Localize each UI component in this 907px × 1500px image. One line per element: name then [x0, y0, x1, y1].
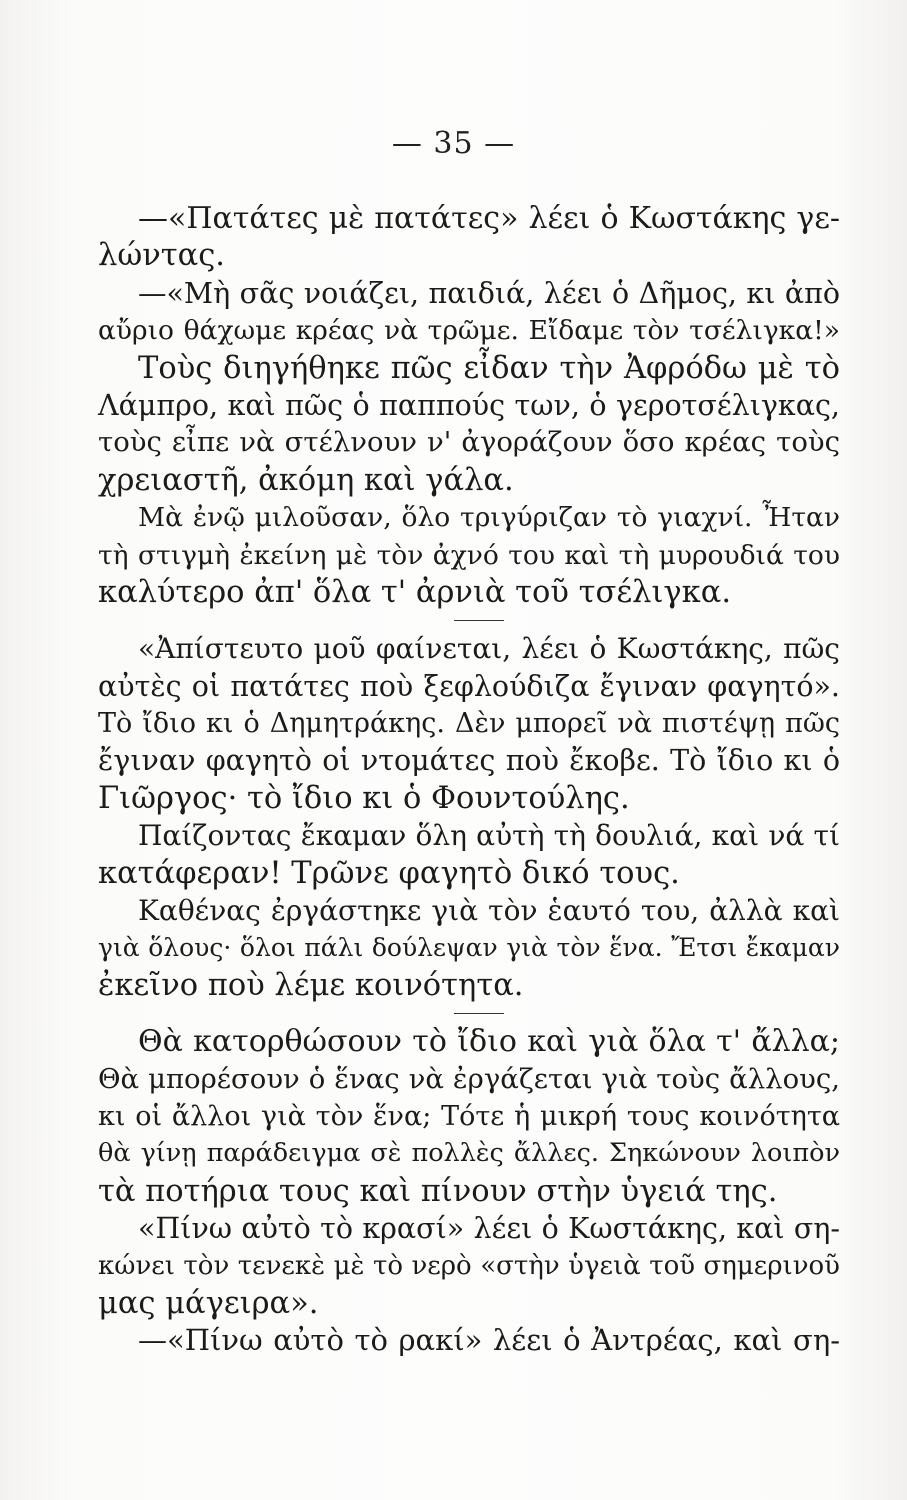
text-line: Γιῶργος· τὸ ἴδιο κι ὁ Φουντούλης. [98, 780, 630, 816]
text-line: τὴ στιγμὴ ἐκείνη μὲ τὸν ἀχνό του καὶ τὴ μυρουδιά του [98, 539, 840, 571]
text-line: «Ἀπίστευτο μοῦ φαίνεται, λέει ὁ Κωστάκης, πῶς [138, 632, 840, 666]
section-divider [454, 1013, 504, 1014]
text-line: τοὺς εἶπε νὰ στέλνουν ν' ἀγοράζουν ὅσο κρέας τοὺς [98, 426, 840, 459]
text-line: Τὸ ἴδιο κι ὁ Δημητράκης. Δὲν μπορεῖ νὰ πιστέψῃ πῶς [98, 708, 840, 740]
text-line: Θὰ μπορέσουν ὁ ἕνας νὰ ἐργάζεται γιὰ τοὺς ἄλλους, [98, 1062, 840, 1095]
page-body-text [98, 200, 840, 1360]
text-line: Μὰ ἐνῷ μιλοῦσαν, ὅλο τριγύριζαν τὸ γιαχνί. Ἦταν [138, 502, 840, 534]
text-line: ἐκεῖνο ποὺ λέμε κοινότητα. [98, 967, 524, 1003]
text-line: κι οἱ ἄλλοι γιὰ τὸν ἕνα; Τότε ἡ μικρή τους κοινότητα [98, 1100, 840, 1132]
text-line: καλύτερο ἀπ' ὅλα τ' ἀρνιὰ τοῦ τσέλιγκα. [98, 574, 732, 610]
section-divider [454, 620, 504, 621]
text-line: λώντας. [98, 238, 225, 274]
text-line: «Πίνω αὐτὸ τὸ κρασί» λέει ὁ Κωστάκης, καὶ ση- [138, 1212, 840, 1246]
text-line: —«Μὴ σᾶς νοιάζει, παιδιά, λέει ὁ Δῆμος, κι ἀπὸ [138, 276, 840, 310]
text-line: Τοὺς διηγήθηκε πῶς εἶδαν τὴν Ἀφρόδω μὲ τὸ [138, 350, 840, 386]
text-line: ἔγιναν φαγητὸ οἱ ντομάτες ποὺ ἔκοβε. Τὸ ἴδιο κι ὁ [98, 744, 840, 778]
text-line: χρειαστῆ, ἀκόμη καὶ γάλα. [98, 462, 514, 498]
text-line: γιὰ ὅλους· ὅλοι πάλι δούλεψαν γιὰ τὸν ἕνα. Ἔτσι ἔκαμαν [98, 933, 840, 963]
text-line: κώνει τὸν τενεκὲ μὲ τὸ νερὸ «στὴν ὑγειὰ τοῦ σημερινοῦ [98, 1250, 840, 1281]
text-line: Καθένας ἐργάστηκε γιὰ τὸν ἑαυτό του, ἀλλὰ καὶ [138, 894, 840, 928]
text-line: αὐτὲς οἱ πατάτες ποὺ ξεφλούδιζα ἔγιναν φαγητό». [98, 669, 840, 703]
text-line: μας μάγειρα». [98, 1285, 319, 1321]
text-line: κατάφεραν! Τρῶνε φαγητὸ δικό τους. [98, 855, 680, 891]
text-line: τὰ ποτήρια τους καὶ πίνουν στὴν ὑγειά της. [98, 1173, 778, 1209]
text-line: θὰ γίνῃ παράδειγμα σὲ πολλὲς ἄλλες. Σηκώνουν λοιπὸν [98, 1138, 840, 1169]
text-line: Λάμπρο, καὶ πῶς ὁ παππούς των, ὁ γεροτσέλιγκας, [98, 388, 840, 422]
text-line: Θὰ κατορθώσουν τὸ ἴδιο καὶ γιὰ ὅλα τ' ἄλλα; [138, 1024, 840, 1060]
text-line: αὔριο θάχωμε κρέας νὰ τρῶμε. Εἴδαμε τὸν τσέλιγκα!» [98, 315, 840, 347]
text-line: Παίζοντας ἔκαμαν ὅλη αὐτὴ τὴ δουλιά, καὶ νά τί [138, 819, 840, 853]
text-line: —«Πατάτες μὲ πατάτες» λέει ὁ Κωστάκης γε- [138, 201, 840, 236]
text-line: —«Πίνω αὐτὸ τὸ ρακί» λέει ὁ Ἀντρέας, καὶ ση- [138, 1323, 840, 1358]
page-number: — 35 — [391, 126, 516, 161]
